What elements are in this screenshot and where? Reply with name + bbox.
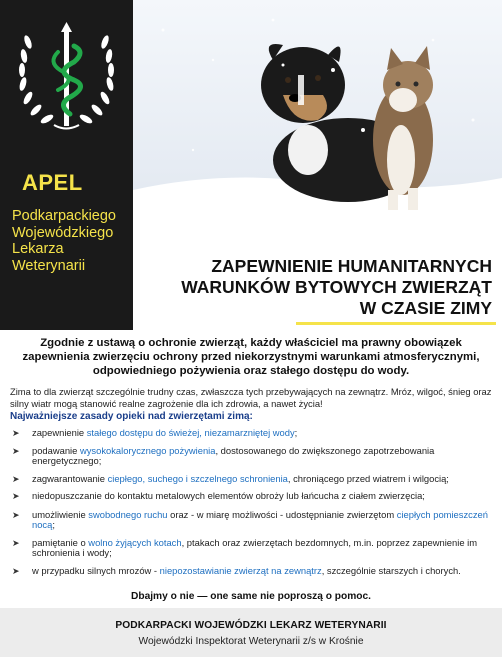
- rules-heading: Najważniejsze zasady opieki nad zwierzętami zimą:: [10, 411, 253, 422]
- list-item: [12, 446, 492, 467]
- rule-highlight: ciepłego, suchego i szczelnego schronienia: [107, 472, 288, 484]
- closing-line: Dbajmy o nie — one same nie poproszą o pomoc.: [130, 591, 372, 602]
- organization-line: Weterynarii: [12, 257, 86, 274]
- veterinary-emblem-icon: [14, 22, 119, 140]
- rule-text: , chroniącego przed wiatrem i wilgocią;: [287, 472, 449, 484]
- rule-highlight: wolno żyjących kotach: [88, 536, 182, 548]
- rule-highlight: wysokokalorycznego pożywienia: [79, 444, 216, 456]
- arrow-bullet-icon: ➤: [12, 491, 20, 501]
- rule-text: niedopuszczanie do kontaktu metalowych elementów obroży lub łańcucha z ciałem zwierzęcia;: [32, 490, 425, 501]
- organization-name: [12, 208, 130, 274]
- rule-text: , szczególnie starszych i chorych.: [321, 564, 461, 576]
- rule-text: ;: [52, 519, 55, 530]
- rule-text: , dostosowanego do zwiększonego zapotrzebowania energetycznego;: [32, 444, 435, 466]
- rule-highlight: stałego dostępu do świeżej, niezamarzniętej wody: [86, 427, 295, 438]
- dog-and-cat-photo: [133, 0, 502, 250]
- rules-list: [12, 428, 492, 576]
- arrow-bullet-icon: ➤: [12, 473, 20, 484]
- list-item: [12, 538, 492, 559]
- rule-text: zagwarantowanie: [32, 472, 108, 484]
- title-line: W CZASIE ZIMY: [359, 298, 492, 318]
- rule-text: , ptakach oraz zwierzętach bezdomnych, m.in. poprzez zapewnienie im schronienia i wody;: [32, 536, 478, 558]
- winter-paragraph: Zima to dla zwierząt szczególnie trudny czas, zwłaszcza tych przebywających na zewnątrz. Mróz, wilgoć, śnieg oraz silny wiatr mogą stanowić realne zagrożenie dla ich zdrowia, a nawet życia!: [10, 386, 492, 409]
- rule-text: podawanie: [32, 444, 80, 456]
- footer: [0, 608, 502, 657]
- rule-text: pamiętanie o: [32, 536, 89, 548]
- rule-highlight: ciepłych pomieszczeń nocą: [32, 508, 488, 530]
- list-item: [12, 474, 492, 485]
- list-item: [12, 491, 492, 502]
- list-item: [12, 566, 492, 577]
- arrow-bullet-icon: ➤: [12, 565, 20, 576]
- title-underline: [296, 322, 496, 325]
- page-title: [140, 256, 492, 319]
- title-line: WARUNKÓW BYTOWYCH ZWIERZĄT: [181, 277, 492, 297]
- organization-line: Podkarpackiego: [12, 208, 116, 224]
- rule-text: w przypadku silnych mrozów -: [32, 564, 160, 576]
- rule-text: zapewnienie: [32, 427, 87, 438]
- apel-heading: APEL: [22, 170, 83, 195]
- rule-highlight: niepozostawianie zwierząt na zewnątrz: [159, 564, 322, 576]
- rule-text: umożliwienie: [32, 508, 89, 520]
- organization-line: Wojewódzkiego: [12, 224, 114, 241]
- arrow-bullet-icon: ➤: [12, 445, 20, 456]
- list-item: [12, 428, 492, 439]
- footer-title: PODKARPACKI WOJEWÓDZKI LEKARZ WETERYNARII: [115, 620, 387, 631]
- rule-text: oraz - w miarę możliwości - udostępnianie zwierzętom: [167, 508, 397, 520]
- arrow-bullet-icon: ➤: [12, 428, 20, 438]
- arrow-bullet-icon: ➤: [12, 537, 20, 548]
- list-item: [12, 510, 492, 531]
- left-panel: [0, 0, 133, 330]
- intro-statement: Zgodnie z ustawą o ochronie zwierząt, każdy właściciel ma prawny obowiązek zapewnienia zwierzęciu ochrony przed niekorzystnymi warunkami atmosferycznymi, odpowiedniego pożywienia oraz stałego dostępu do wody.: [22, 337, 480, 377]
- dog-and-cat-in-snow-image: [133, 0, 502, 250]
- arrow-bullet-icon: ➤: [12, 509, 20, 520]
- title-line: ZAPEWNIENIE HUMANITARNYCH: [211, 256, 492, 276]
- rule-text: ;: [294, 427, 298, 438]
- footer-subtitle: Wojewódzki Inspektorat Weterynarii z/s w Krośnie: [138, 636, 364, 647]
- rule-highlight: swobodnego ruchu: [88, 508, 168, 520]
- organization-line: Lekarza: [12, 241, 64, 257]
